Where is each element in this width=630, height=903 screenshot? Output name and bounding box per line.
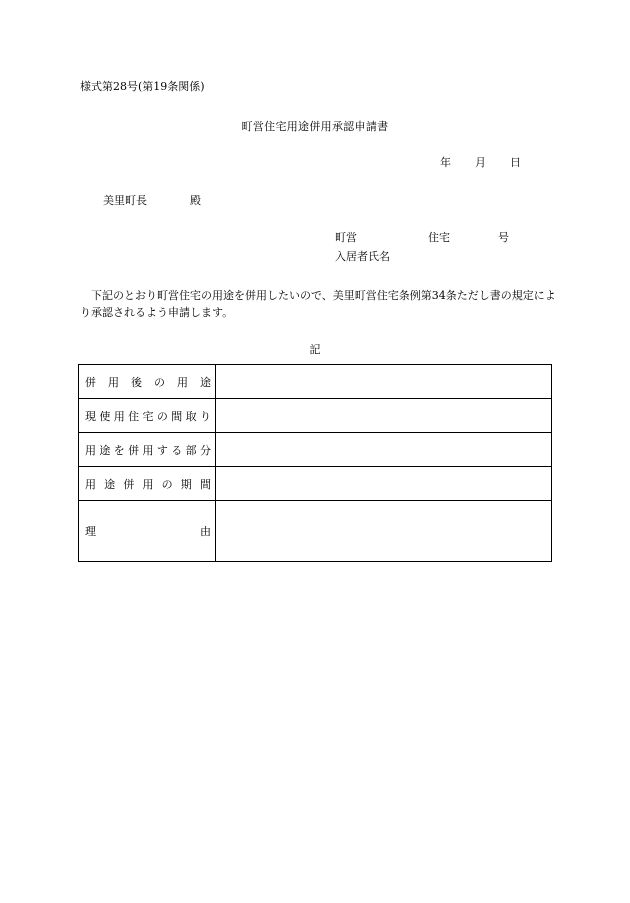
label-char: 間 [199, 477, 211, 491]
label-char: る [171, 443, 183, 457]
label-text [85, 408, 211, 424]
label-char: 宅 [142, 409, 154, 423]
label-char: の [161, 477, 173, 491]
form-number: 様式第28号(第19条関係) [80, 80, 205, 93]
label-char: 部 [185, 443, 197, 457]
row-label-reason [79, 501, 216, 562]
addressee [103, 194, 201, 208]
addressee-honorific: 殿 [190, 194, 201, 207]
row-label-combined-part [79, 433, 216, 467]
housing-number-row [335, 231, 509, 250]
date-day-label: 日 [510, 156, 521, 169]
label-char: 用 [142, 443, 154, 457]
date-year-label: 年 [440, 156, 451, 169]
label-char: 現 [85, 409, 96, 423]
label-char: の [156, 409, 168, 423]
row-label-combined-use [79, 365, 216, 399]
label-text [85, 523, 211, 539]
label-char: 併 [128, 443, 140, 457]
label-char: 住 [128, 409, 140, 423]
label-char: 取 [185, 409, 197, 423]
table-row [79, 365, 552, 399]
addressee-name: 美里町長 [103, 194, 147, 207]
applicant-block [335, 231, 509, 269]
resident-name-label: 入居者氏名 [335, 250, 390, 263]
label-char: 用 [142, 477, 154, 491]
row-label-period [79, 467, 216, 501]
label-char: 分 [200, 443, 211, 457]
label-char: 用 [85, 477, 96, 491]
date-line [440, 156, 521, 170]
label-text [85, 476, 211, 492]
housing-label: 住宅 [428, 231, 450, 244]
label-char: す [156, 443, 168, 457]
label-char: 使 [99, 409, 111, 423]
detail-table [78, 364, 552, 562]
label-char: の [154, 375, 165, 389]
date-month-label: 月 [475, 156, 486, 169]
label-char: 途 [99, 443, 111, 457]
label-char: 期 [180, 477, 192, 491]
row-value-period[interactable] [216, 467, 552, 501]
row-value-combined-use[interactable] [216, 365, 552, 399]
label-char: 併 [85, 375, 96, 389]
table-row [79, 399, 552, 433]
town-housing-label: 町営 [335, 231, 357, 244]
label-char: 由 [200, 525, 211, 538]
label-text [85, 442, 211, 458]
label-char: 用 [113, 409, 125, 423]
label-char: 途 [200, 375, 211, 389]
table-row [79, 433, 552, 467]
label-char: 併 [123, 477, 135, 491]
label-char: 用 [177, 375, 188, 389]
document-title: 町営住宅用途併用承認申請書 [241, 120, 389, 133]
label-char: 理 [85, 525, 96, 538]
label-char: 途 [104, 477, 116, 491]
label-char: を [113, 443, 125, 457]
label-char: 後 [131, 375, 142, 389]
label-char: 用 [108, 375, 119, 389]
label-char: り [200, 409, 211, 423]
request-statement: 下記のとおり町営住宅の用途を併用したいので、美里町営住宅条例第34条ただし書の規定により承認されるよう申請します。 [80, 289, 556, 319]
row-value-reason[interactable] [216, 501, 552, 562]
ki-heading: 記 [309, 343, 321, 356]
row-label-floor-plan [79, 399, 216, 433]
resident-name-row [335, 250, 509, 269]
table-row [79, 467, 552, 501]
label-char: 用 [85, 443, 96, 457]
row-value-combined-part[interactable] [216, 433, 552, 467]
table-row [79, 501, 552, 562]
row-value-floor-plan[interactable] [216, 399, 552, 433]
label-char: 間 [171, 409, 183, 423]
label-text [85, 374, 211, 390]
number-label: 号 [498, 231, 509, 244]
